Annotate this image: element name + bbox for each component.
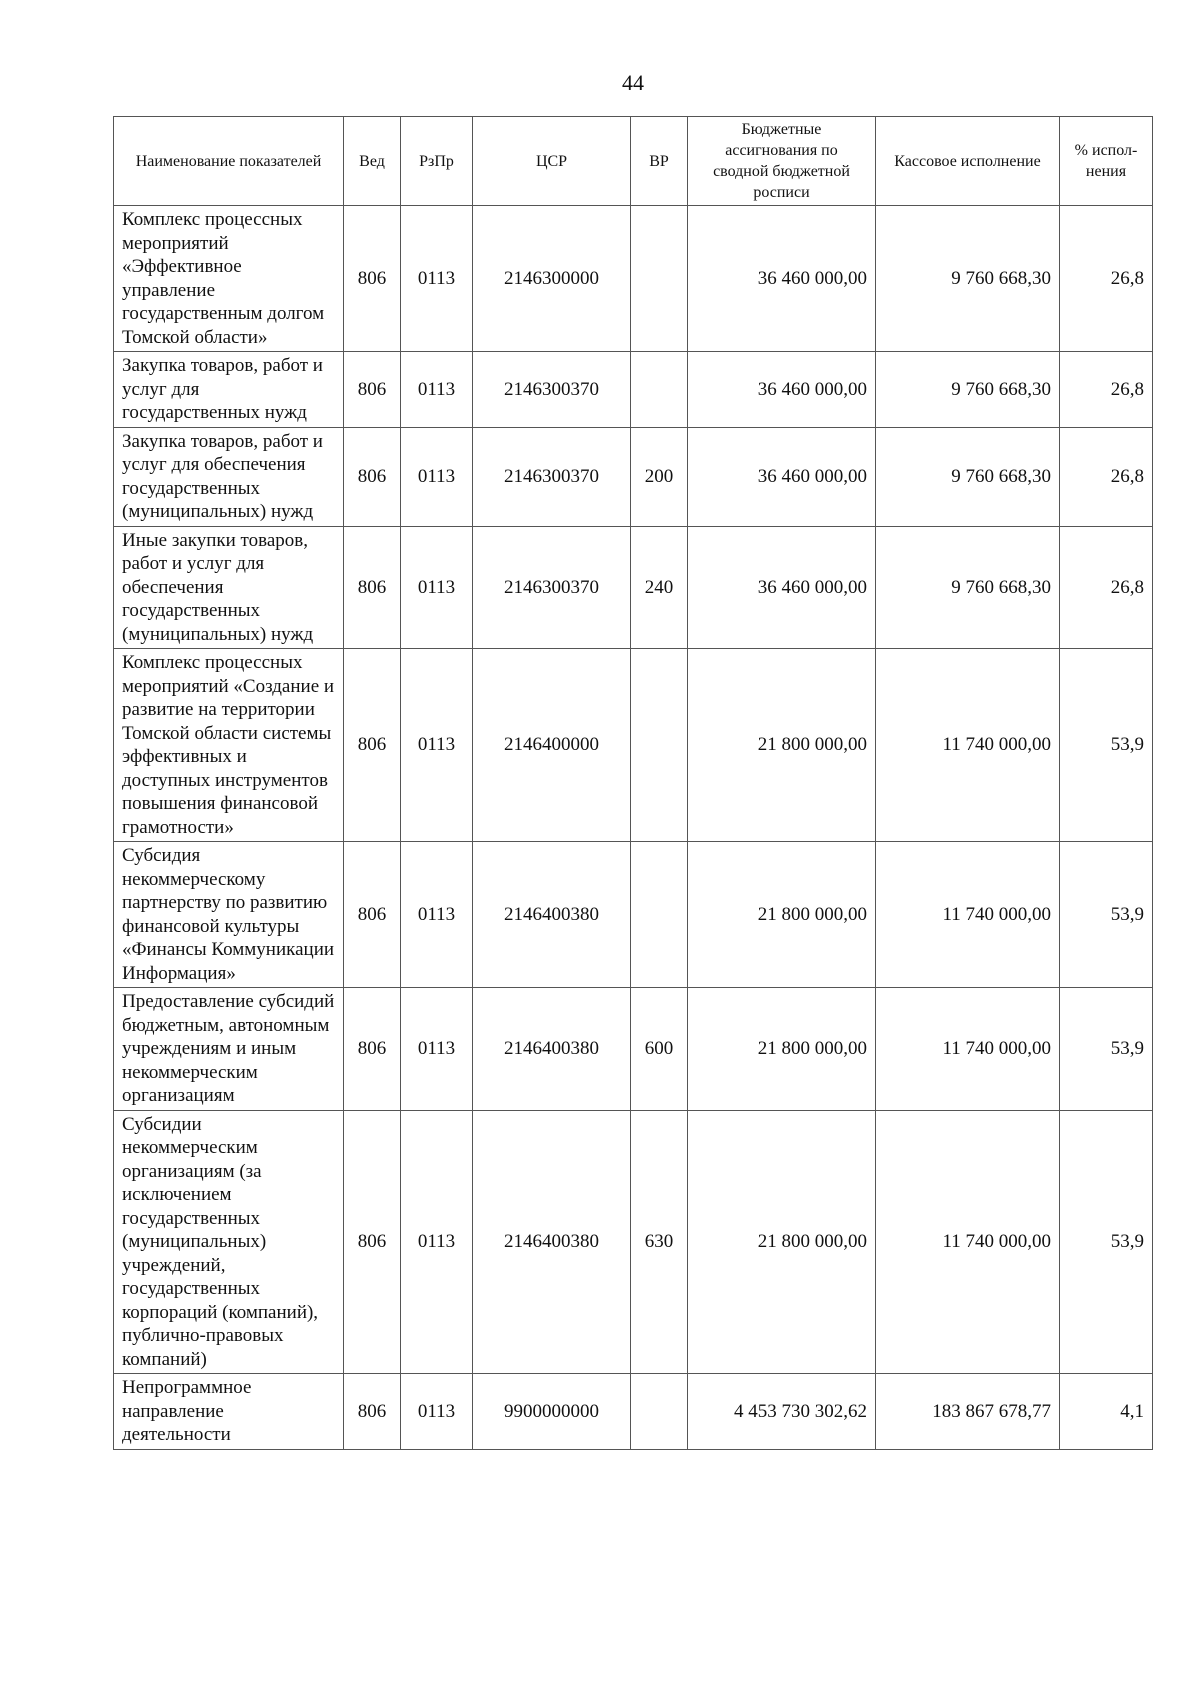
row-percent: 26,8 [1060, 526, 1153, 649]
header-name: Наименование показателей [114, 117, 344, 206]
table-row [114, 526, 1153, 649]
row-executed: 11 740 000,00 [876, 1110, 1060, 1374]
row-allocated: 36 460 000,00 [688, 526, 876, 649]
header-executed: Кассовое исполнение [876, 117, 1060, 206]
row-csr: 2146400380 [473, 842, 631, 988]
row-ved: 806 [344, 352, 401, 428]
row-percent: 26,8 [1060, 206, 1153, 352]
header-rzpr: РзПр [401, 117, 473, 206]
row-percent: 53,9 [1060, 1110, 1153, 1374]
row-allocated: 36 460 000,00 [688, 427, 876, 526]
header-percent: % испол-нения [1060, 117, 1153, 206]
table-header-row [114, 117, 1153, 206]
row-ved: 806 [344, 1374, 401, 1450]
header-vr: ВР [631, 117, 688, 206]
row-name: Закупка товаров, работ и услуг для обеспечения государственных (муниципальных) нужд [114, 427, 344, 526]
row-percent: 26,8 [1060, 352, 1153, 428]
row-vr: 630 [631, 1110, 688, 1374]
row-rzpr: 0113 [401, 352, 473, 428]
row-ved: 806 [344, 649, 401, 842]
row-executed: 11 740 000,00 [876, 649, 1060, 842]
row-rzpr: 0113 [401, 649, 473, 842]
header-allocated: Бюджетные ассигнования по сводной бюджетной росписи [688, 117, 876, 206]
row-allocated: 4 453 730 302,62 [688, 1374, 876, 1450]
table-row [114, 1374, 1153, 1450]
row-executed: 9 760 668,30 [876, 206, 1060, 352]
row-name: Комплекс процессных мероприятий «Создание и развитие на территории Томской области системы эффективных и доступных инструментов повышения финансовой грамотности» [114, 649, 344, 842]
row-allocated: 21 800 000,00 [688, 1110, 876, 1374]
budget-execution-table [113, 116, 1153, 1450]
row-percent: 53,9 [1060, 649, 1153, 842]
row-vr [631, 842, 688, 988]
row-executed: 9 760 668,30 [876, 427, 1060, 526]
row-name: Предоставление субсидий бюджетным, автономным учреждениям и иным некоммерческим организациям [114, 988, 344, 1111]
row-percent: 4,1 [1060, 1374, 1153, 1450]
row-ved: 806 [344, 526, 401, 649]
row-ved: 806 [344, 427, 401, 526]
row-ved: 806 [344, 988, 401, 1111]
row-name: Субсидия некоммерческому партнерству по развитию финансовой культуры «Финансы Коммуникации Информация» [114, 842, 344, 988]
row-vr: 600 [631, 988, 688, 1111]
row-allocated: 36 460 000,00 [688, 352, 876, 428]
row-rzpr: 0113 [401, 427, 473, 526]
row-ved: 806 [344, 842, 401, 988]
row-rzpr: 0113 [401, 988, 473, 1111]
row-rzpr: 0113 [401, 526, 473, 649]
row-csr: 9900000000 [473, 1374, 631, 1450]
row-ved: 806 [344, 1110, 401, 1374]
row-percent: 53,9 [1060, 842, 1153, 988]
row-vr [631, 352, 688, 428]
table-row [114, 427, 1153, 526]
row-executed: 11 740 000,00 [876, 842, 1060, 988]
row-name: Иные закупки товаров, работ и услуг для обеспечения государственных (муниципальных) нужд [114, 526, 344, 649]
row-csr: 2146300370 [473, 427, 631, 526]
row-csr: 2146300370 [473, 352, 631, 428]
row-executed: 183 867 678,77 [876, 1374, 1060, 1450]
row-rzpr: 0113 [401, 1374, 473, 1450]
row-name: Комплекс процессных мероприятий «Эффективное управление государственным долгом Томской области» [114, 206, 344, 352]
row-executed: 9 760 668,30 [876, 526, 1060, 649]
row-ved: 806 [344, 206, 401, 352]
row-csr: 2146400380 [473, 988, 631, 1111]
row-vr: 200 [631, 427, 688, 526]
row-vr [631, 206, 688, 352]
row-allocated: 21 800 000,00 [688, 842, 876, 988]
row-percent: 53,9 [1060, 988, 1153, 1111]
table-row [114, 352, 1153, 428]
table-row [114, 649, 1153, 842]
table-row [114, 206, 1153, 352]
row-csr: 2146300370 [473, 526, 631, 649]
row-name: Субсидии некоммерческим организациям (за исключением государственных (муниципальных) учреждений, государственных корпораций (компаний), публично-правовых компаний) [114, 1110, 344, 1374]
row-rzpr: 0113 [401, 206, 473, 352]
row-executed: 11 740 000,00 [876, 988, 1060, 1111]
row-allocated: 21 800 000,00 [688, 649, 876, 842]
row-csr: 2146400000 [473, 649, 631, 842]
row-allocated: 36 460 000,00 [688, 206, 876, 352]
row-vr [631, 649, 688, 842]
row-csr: 2146400380 [473, 1110, 631, 1374]
header-csr: ЦСР [473, 117, 631, 206]
row-rzpr: 0113 [401, 1110, 473, 1374]
row-executed: 9 760 668,30 [876, 352, 1060, 428]
page-number: 44 [622, 70, 644, 95]
row-name: Закупка товаров, работ и услуг для государственных нужд [114, 352, 344, 428]
header-ved: Вед [344, 117, 401, 206]
row-vr: 240 [631, 526, 688, 649]
table-row [114, 988, 1153, 1111]
row-name: Непрограммное направление деятельности [114, 1374, 344, 1450]
table-row [114, 842, 1153, 988]
row-vr [631, 1374, 688, 1450]
row-allocated: 21 800 000,00 [688, 988, 876, 1111]
row-percent: 26,8 [1060, 427, 1153, 526]
row-rzpr: 0113 [401, 842, 473, 988]
row-csr: 2146300000 [473, 206, 631, 352]
table-row [114, 1110, 1153, 1374]
